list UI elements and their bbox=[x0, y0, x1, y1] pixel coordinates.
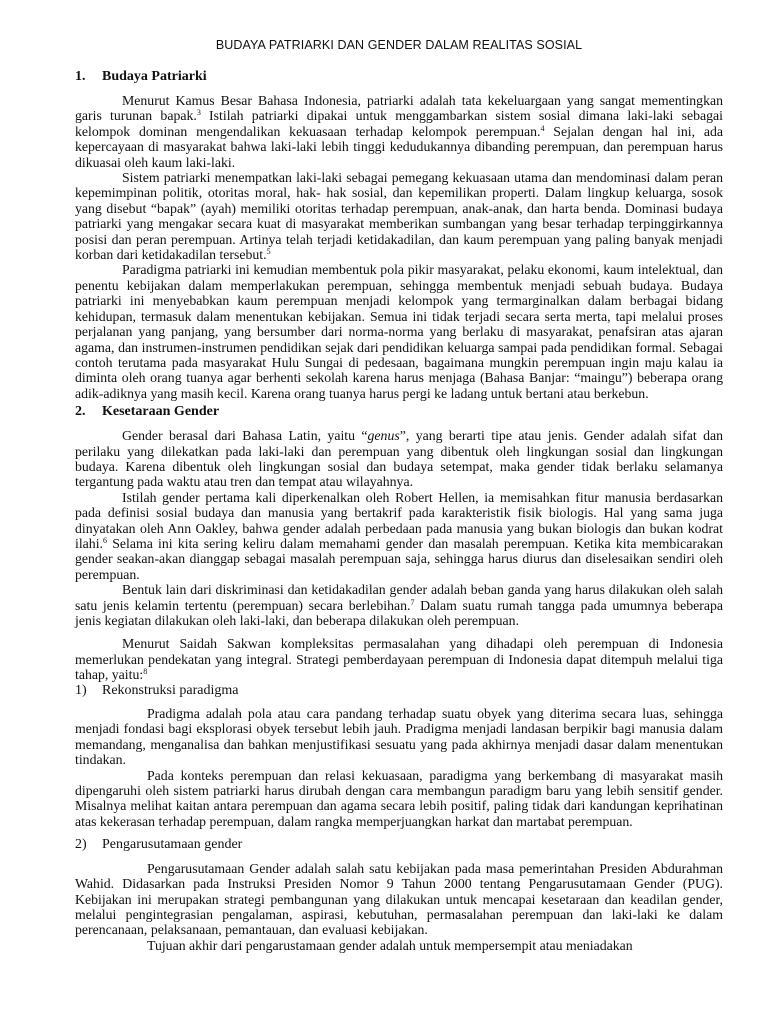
list-number: 2) bbox=[75, 837, 87, 853]
paragraph-double-burden: Bentuk lain dari diskriminasi dan ketidakadilan gender adalah beban ganda yang harus dilakukan oleh salah satu jenis kelamin tertentu (perempuan) secara berlebihan.$^7$ Dalam suatu rumah tangga pada umumnya beberapa jenis kegiatan dilakukan oleh laki-laki, dan beberapa dilakukan oleh perempuan. bbox=[75, 582, 723, 628]
section-title: Budaya Patriarki bbox=[102, 69, 207, 84]
paragraph-gender-history: Istilah gender pertama kali diperkenalkan oleh Robert Hellen, ia memisahkan fitur manusia berdasarkan pada definisi sosial budaya dan manusia yang bertakrif pada karakteristik fisik biologis. Hal yang sama juga dinyatakan oleh Ann Oakley, bahwa gender adalah perbedaan pada manusia yang bukan biologis dan bukan kodrat ilahi.$^6$ Selama ini kita sering keliru dalam memahami gender dan masalah perempuan. Ketika kita membicarakan gender seakan-akan dianggap sebagai masalah perempuan saja, sehingga harus diurus dan diselesaikan sendiri oleh perempuan. bbox=[75, 489, 723, 582]
list-label: Pengarusutamaan gender bbox=[102, 837, 243, 853]
list-item-pengarusutamaan bbox=[75, 837, 723, 852]
paragraph-empowerment-strategy: Menurut Saidah Sakwan kompleksitas permasalahan yang dihadapi oleh perempuan di Indonesia memerlukan pendekatan yang integral. Strategi pemberdayaan perempuan di Indonesia dapat ditempuh melalui tiga tahap, yaitu:$^8$ bbox=[75, 636, 723, 683]
list-number: 1) bbox=[75, 682, 87, 698]
footnote-ref[interactable]: 5 bbox=[266, 247, 271, 257]
italic-term: genus bbox=[367, 428, 400, 444]
paragraph-pug-definition: Pengarusutamaan Gender adalah salah satu kebijakan pada masa pemerintahan Presiden Abdurahman Wahid. Didasarkan pada Instruksi Presiden Nomor 9 Tahun 2000 tentang Pengarusutamaan Gender (PUG). Kebijakan ini merupakan strategi pembangunan yang dilakukan untuk mencapai kesetaraan dan keadilan gender, melalui pengintegrasian pengalaman, aspirasi, kebutuhan, permasalahan perempuan dan laki-laki ke dalam perencanaan, pelaksanaan, pemantauan, dan evaluasi kebijakan. bbox=[75, 860, 723, 938]
paragraph-patriarki-definition: Menurut Kamus Besar Bahasa Indonesia, patriarki adalah tata kekeluargaan yang sangat mementingkan garis turunan bapak.$^3$ Istilah patriarki dipakai untuk menggambarkan sistem sosial dimana laki-laki sebagai kelompok dominan mengendalikan kekuasaan terhadap kelompok perempuan.$^4$ Sejalan dengan hal ini, ada kepercayaan di masyarakat bahwa laki-laki lebih tinggi kedudukannya dibanding perempuan, dan perempuan harus dikuasai oleh kaum laki-laki. bbox=[75, 93, 723, 170]
footnote-ref[interactable]: 8 bbox=[143, 667, 148, 677]
list-item-rekonstruksi bbox=[75, 683, 723, 698]
section-title: Kesetaraan Gender bbox=[102, 404, 220, 420]
paragraph-pug-goal: Tujuan akhir dari pengarustamaan gender adalah untuk mempersempit atau meniadakan bbox=[147, 937, 633, 953]
paragraph-patriarki-system: Sistem patriarki menempatkan laki-laki sebagai pemegang kekuasaan utama dan mendominasi dalam peran kepemimpinan politik, otoritas moral, hak- hak sosial, dan kepemilikan properti. Dalam lingkup keluarga, sosok yang disebut “bapak” (ayah) memiliki otoritas terhadap perempuan, anak-anak, dan harta benda. Dominasi budaya patriarki yang mengakar secara kuat di masyarakat memberikan sumbangan yang besar terhadap terpinggirkannya posisi dan peran perempuan. Artinya telah terjadi ketidakadilan, dan kaum perempuan yang paling banyak menjadi korban dari ketidakadilan tersebut.$^5$ bbox=[75, 170, 723, 263]
list-label: Rekonstruksi paradigma bbox=[102, 682, 239, 698]
paragraph-paradigm-definition: Pradigma adalah pola atau cara pandang terhadap suatu obyek yang diterima secara luas, sehingga menjadi fondasi bagi eksplorasi obyek tersebut lebih jauh. Pradigma menjadi landasan berpikir bagi manusia dalam memandang, menganalisa dan bahkan menjustifikasi sesuatu yang pada akhirnya menjadi dasar dalam menentukan tindakan. bbox=[75, 706, 723, 768]
section-number: 2. bbox=[75, 404, 86, 420]
footnote-ref[interactable]: 6 bbox=[102, 535, 107, 545]
paragraph-patriarki-paradigm: Paradigma patriarki ini kemudian membentuk pola pikir masyarakat, pelaku ekonomi, kaum intelektual, dan penentu kebijakan dalam memperlakukan perempuan, sehingga membentuk menjadi sebuah budaya. Budaya patriarki ini menyebabkan kaum perempuan menjadi kelompok yang termarginalkan dalam berbagai bidang kehidupan, termasuk dalam menentukan kebijakan. Semua ini tidak terjadi secara serta merta, tapi melalui proses perjalanan yang panjang, yang bersumber dari norma-norma yang berlaku di masyarakat, penafsiran atas ajaran agama, dan instrumen-instrumen pendidikan sejak dari pendidikan keluarga sampai pada pendidikan formal. Sebagai contoh terutama pada masyarakat Hulu Sungai di pedesaan, bagaimana mungkin perempuan ingin maju kalau ia diminta oleh orang tuanya agar berhenti sekolah karena harus menjaga (Bahasa Banjar: “maingu”) beberapa orang adik-adiknya yang masih kecil. Karena orang tuanya harus pergi ke ladang untuk bertani atau berkebun. bbox=[75, 262, 723, 401]
paragraph-gender-origin: Gender berasal dari Bahasa Latin, yaitu “genus”, yang berarti tipe atau jenis. Gender adalah sifat dan perilaku yang dilekatkan pada laki-laki dan perempuan yang dibentuk oleh lingkungan sosial dan lingkungan budaya. Karena dibentuk oleh lingkungan sosial dan budaya setempat, maka gender tidak berlaku selamanya tergantung pada waktu atau tren dan tempat atau wilayahnya. bbox=[75, 428, 724, 490]
section-heading-kesetaraan-gender bbox=[75, 403, 723, 420]
paragraph-paradigm-context: Pada konteks perempuan dan relasi kekuasaan, paradigma yang berkembang di masyarakat masih dipengaruhi oleh sistem patriarki harus dirubah dengan cara membangun paradigm baru yang lebih sensitif gender. Misalnya melihat kaitan antara perempuan dan agama secara lebih positif, paling tidak dari kandungan keprihatinan atas kekerasan terhadap perempuan, dalam rangka memperjuangkan harkat dan martabat perempuan. bbox=[75, 767, 723, 829]
document-title: BUDAYA PATRIARKI DAN GENDER DALAM REALITAS SOSIAL bbox=[215, 38, 583, 52]
footnote-ref[interactable]: 4 bbox=[540, 123, 545, 133]
section-heading-budaya-patriarki bbox=[75, 68, 723, 85]
footnote-ref[interactable]: 7 bbox=[410, 597, 415, 607]
footnote-ref[interactable]: 3 bbox=[196, 108, 201, 118]
section-number: 1. bbox=[75, 69, 86, 84]
